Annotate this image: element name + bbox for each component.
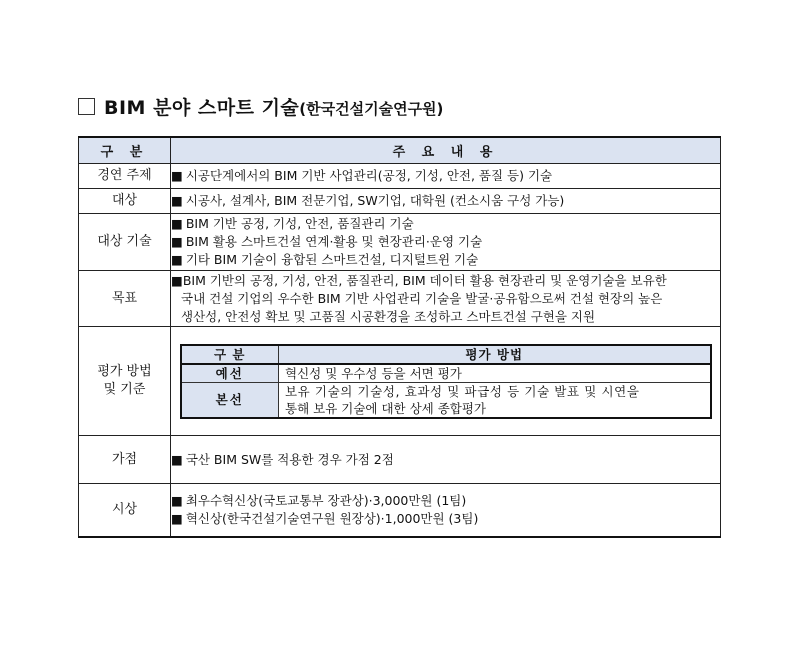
list-item-text: 최우수혁신상(국토교통부 장관상)·3,000만원 (1팀) xyxy=(185,492,467,508)
info-table xyxy=(78,136,721,538)
bullet-icon: ■ xyxy=(171,492,183,508)
evaluation-row xyxy=(181,382,711,418)
bullet-icon: ■ xyxy=(171,252,183,267)
row-content-target xyxy=(171,189,721,214)
bullet-icon: ■ xyxy=(171,193,183,208)
row-content-goal xyxy=(171,271,721,327)
goal-line: 생산성, 안전성 확보 및 고품질 시공환경을 조성하고 스마트건설 구현을 지원 xyxy=(181,308,596,324)
row-label-bonus: 가점 xyxy=(79,436,171,484)
row-label-tech: 대상 기술 xyxy=(79,214,171,271)
row-content-bonus xyxy=(171,436,721,484)
list-item xyxy=(171,492,720,510)
bullet-icon: ■ xyxy=(171,272,183,288)
bullet-icon: ■ xyxy=(171,168,183,183)
table-row xyxy=(79,271,721,327)
page-title-main: BIM 분야 스마트 기술 xyxy=(104,97,300,119)
bullet-icon: ■ xyxy=(171,216,183,231)
table-row xyxy=(79,214,721,271)
row-label-awards: 시상 xyxy=(79,484,171,537)
table-row xyxy=(79,436,721,484)
goal-line xyxy=(171,272,720,290)
evaluation-line: 통해 보유 기술에 대한 상세 종합평가 xyxy=(285,400,486,416)
header-category: 구 분 xyxy=(79,137,171,164)
evaluation-row-label: 본선 xyxy=(181,382,279,418)
evaluation-header-method: 평가 방법 xyxy=(279,345,711,364)
list-item xyxy=(171,251,720,269)
list-item-text: BIM 기반 공정, 기성, 안전, 품질관리 기술 xyxy=(185,216,414,231)
evaluation-header-category: 구 분 xyxy=(181,345,279,364)
list-item: 국산 BIM SW를 적용한 경우 가점 2점 xyxy=(185,451,394,467)
bullet-icon: ■ xyxy=(171,510,183,526)
goal-line-text: BIM 기반의 공정, 기성, 안전, 품질관리, BIM 데이터 활용 현장관리 및 운영기술을 보유한 xyxy=(182,272,667,288)
checkbox-square-icon xyxy=(78,98,95,115)
evaluation-table xyxy=(180,344,712,419)
list-item xyxy=(171,215,720,233)
row-content-tech xyxy=(171,214,721,271)
evaluation-label-line: 및 기준 xyxy=(103,382,146,397)
list-item: 시공단계에서의 BIM 기반 사업관리(공정, 기성, 안전, 품질 등) 기술 xyxy=(185,168,553,183)
table-row xyxy=(79,484,721,537)
page-title-org: (한국건설기술연구원) xyxy=(299,100,444,118)
table-row xyxy=(79,164,721,189)
page-title xyxy=(78,93,443,120)
row-label-evaluation xyxy=(79,327,171,436)
row-label-goal: 목표 xyxy=(79,271,171,327)
list-item-text: 기타 BIM 기술이 융합된 스마트건설, 디지털트윈 기술 xyxy=(185,252,479,267)
evaluation-line: 보유 기술의 기술성, 효과성 및 파급성 등 기술 발표 및 시연을 xyxy=(285,383,640,399)
evaluation-row-content: 혁신성 및 우수성 등을 서면 평가 xyxy=(279,364,711,383)
evaluation-label-line: 평가 방법 xyxy=(97,364,152,379)
bullet-icon: ■ xyxy=(171,451,183,467)
evaluation-row xyxy=(181,364,711,383)
list-item xyxy=(171,510,720,528)
list-item-text: BIM 활용 스마트건설 연계·활용 및 현장관리·운영 기술 xyxy=(185,234,483,249)
bullet-icon: ■ xyxy=(171,234,183,249)
table-row xyxy=(79,189,721,214)
row-content-topic xyxy=(171,164,721,189)
list-item xyxy=(171,233,720,251)
row-content-awards xyxy=(171,484,721,537)
evaluation-row-content xyxy=(279,382,711,418)
list-item-text: 혁신상(한국건설기술연구원 원장상)·1,000만원 (3팀) xyxy=(185,510,479,526)
header-content: 주 요 내 용 xyxy=(171,137,721,164)
row-label-target: 대상 xyxy=(79,189,171,214)
row-label-topic: 경연 주제 xyxy=(79,164,171,189)
table-header-row xyxy=(79,137,721,164)
evaluation-header-row xyxy=(181,345,711,364)
row-content-evaluation xyxy=(171,327,721,436)
goal-line: 국내 건설 기업의 우수한 BIM 기반 사업관리 기술을 발굴·공유함으로써 건설 현장의 높은 xyxy=(181,290,663,306)
evaluation-row-label: 예선 xyxy=(181,364,279,383)
list-item: 시공사, 설계사, BIM 전문기업, SW기업, 대학원 (컨소시움 구성 가능) xyxy=(185,193,565,208)
table-row xyxy=(79,327,721,436)
